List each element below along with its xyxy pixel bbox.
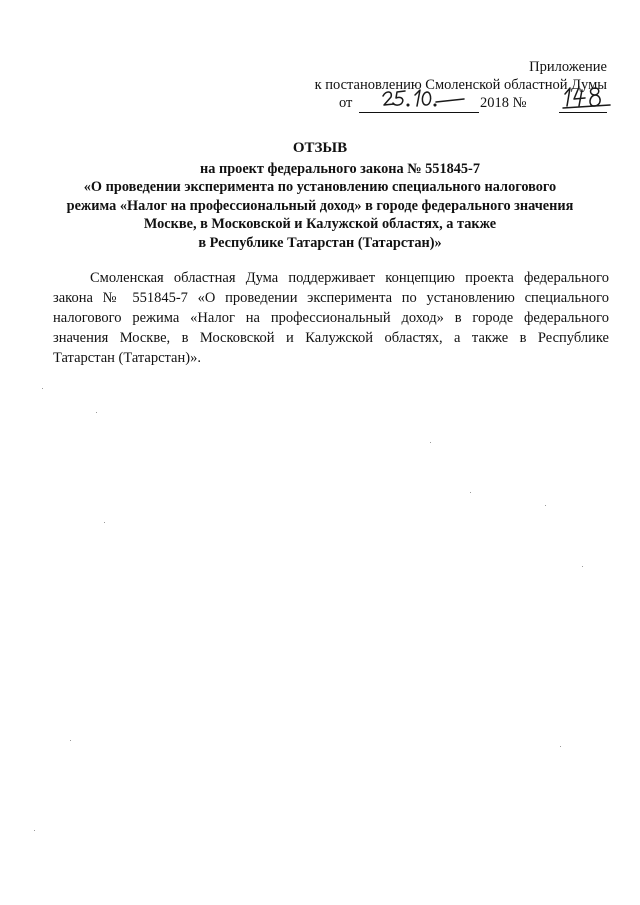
paragraph-line: закона № 551845-7 «О проведении эксперимента по установлению специального [53,290,609,306]
body-paragraph [53,268,609,368]
title-line: Москве, в Московской и Калужской областях, а также [143,216,497,232]
year-number-label: 2018 № [480,95,527,111]
scan-speck [96,412,97,413]
title-line: «О проведении эксперимента по установлению специального налогового [83,179,557,195]
handwritten-number [562,84,612,110]
scan-speck [560,746,561,747]
paragraph-line: Татарстан (Татарстан)». [53,350,201,366]
scan-speck [582,566,583,567]
appendix-resolution-ref: к постановлению Смоленской областной Думы [314,77,607,93]
scan-speck [70,740,71,741]
title-line: на проект федерального закона № 551845-7 [200,160,480,177]
scan-speck [104,522,105,523]
scan-speck [470,492,471,493]
document-title: ОТЗЫВ [292,140,348,156]
document-title-block [40,139,600,252]
appendix-label: Приложение [529,59,607,75]
scan-speck [545,505,546,506]
scan-speck [42,388,43,389]
paragraph-line: Смоленская областная Дума поддерживает концепцию проекта федерального [90,270,609,286]
title-line: в Республике Татарстан (Татарстан)» [198,234,442,251]
scan-speck [430,442,431,443]
date-prefix: от [339,95,353,111]
handwritten-date [380,88,465,110]
paragraph-line: значения Москве, в Московской и Калужской областях, а также в Республике [53,330,609,346]
title-line: режима «Налог на профессиональный доход» в городе федерального значения [66,197,574,214]
paragraph-line: налогового режима «Налог на профессиональный доход» в городе федерального [53,310,609,326]
scan-speck [34,830,35,831]
